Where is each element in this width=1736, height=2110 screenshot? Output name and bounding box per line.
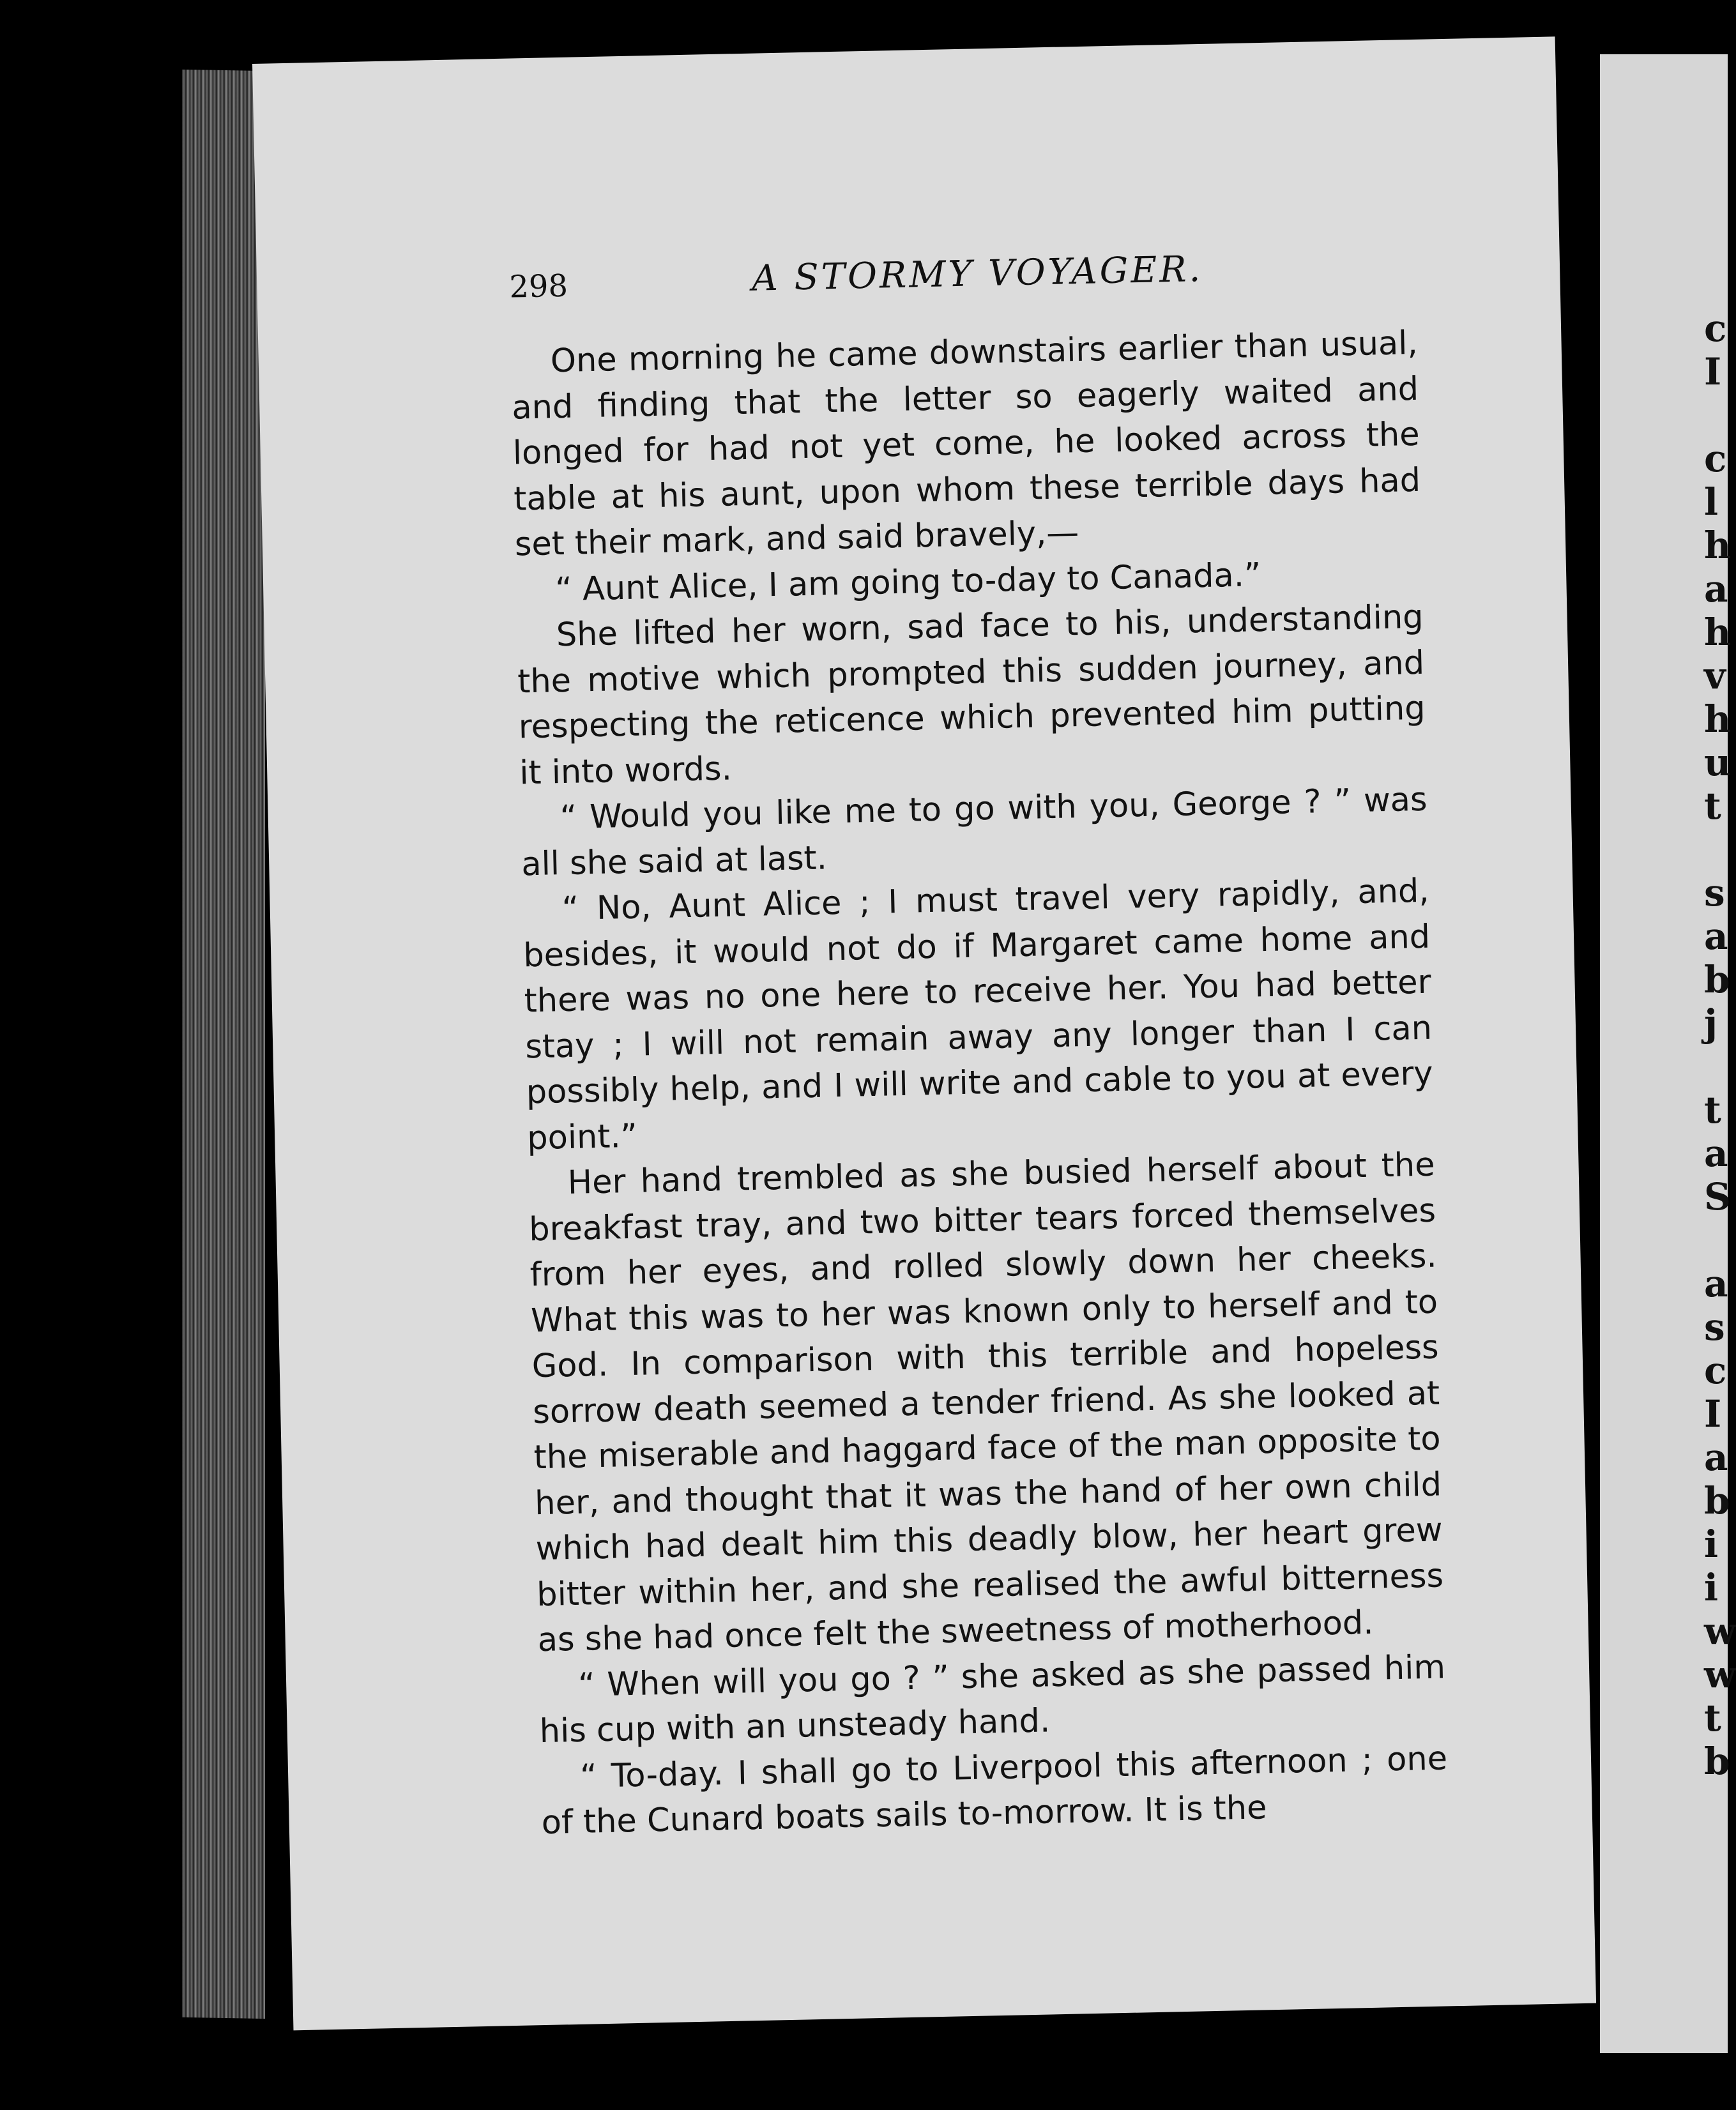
page-header bbox=[509, 247, 1560, 314]
paragraph: “ Would you like me to go with you, George ? ” was all she said at last. bbox=[521, 780, 1428, 883]
running-title: A STORMY VOYAGER. bbox=[751, 248, 1203, 300]
paragraph: “ Aunt Alice, I am going to-day to Canada.” bbox=[554, 556, 1261, 609]
book-page-edges bbox=[182, 70, 265, 2019]
paragraph: “ No, Aunt Alice ; I must travel very rapidly, and, besides, it would not do if Margaret came home and there was no one here to receive her. You had better stay ; I will not remain away any longer than I can possibly help, and I will write and cable to you at every point.” bbox=[522, 872, 1434, 1157]
paragraph: Her hand trembled as she busied herself about the breakfast tray, and two bitter tears forced themselves from her eyes, and rolled slowly down her cheeks. What this was to her was known only to herself and to God. In comparison with this terrible and hopeless sorrow death seemed a tender friend. As she looked at the miserable and haggard face of the man opposite to her, and thought that it was the hand of her own child which had dealt him this deadly blow, her heart grew bitter within her, and she realised the awful bitterness as she had once felt the sweetness of motherhood. bbox=[528, 1146, 1444, 1660]
body-text bbox=[510, 321, 1449, 1846]
paragraph: One morning he came downstairs earlier than usual, and finding that the letter so eagerly waited and longed for had not yet come, he looked across the table at his aunt, upon whom these terrible days had set their mark, and said bravely,— bbox=[511, 324, 1421, 564]
paragraph: She lifted her worn, sad face to his, understanding the motive which prompted this sudden journey, and respecting the reticence which prevented him putting it into words. bbox=[517, 598, 1426, 792]
paragraph: “ When will you go ? ” she asked as she passed him his cup with an unsteady hand. bbox=[539, 1648, 1446, 1751]
right-page-cropped-text: c I c l h a h v h u t s a b j t a S a s c I a b i i w w t b bbox=[1704, 307, 1736, 1783]
paragraph: “ To-day. I shall go to Liverpool this afternoon ; one of the Cunard boats sails to-morrow. It is the bbox=[541, 1739, 1448, 1842]
left-page bbox=[252, 36, 1596, 2030]
page-number: 298 bbox=[508, 268, 568, 305]
